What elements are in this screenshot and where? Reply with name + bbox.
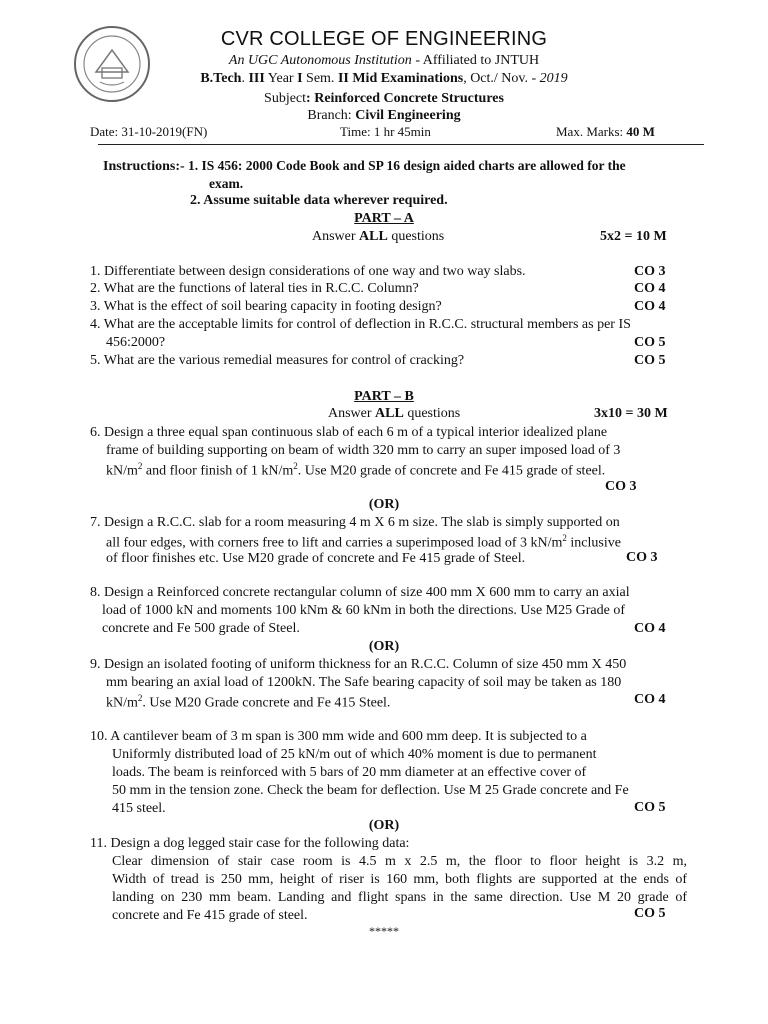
part-a-answer-pre: Answer <box>312 229 360 244</box>
exam-sep: . <box>241 71 249 86</box>
q11-line-4: landing on 230 mm beam. Landing and flight spans in the same direction. Use M 20 grade of <box>112 890 687 905</box>
q6-line-3-rest: . Use M20 grade of concrete and Fe 415 grade of steel. <box>297 463 606 479</box>
q7-line-3: of floor finishes etc. Use M20 grade of concrete and Fe 415 grade of Steel. <box>106 551 526 566</box>
exam-sem: I <box>297 71 303 86</box>
max-marks-value: 40 M <box>626 124 655 139</box>
affiliation-line <box>0 53 768 69</box>
part-a-q4: 4. What are the acceptable limits for control of deflection in R.C.C. structural members as per IS <box>90 317 631 332</box>
q11-line-3: Width of tread is 250 mm, height of riser is 160 mm, both flights are supported at the ends of <box>112 872 687 887</box>
or-separator-2: (OR) <box>368 639 400 654</box>
q10-line-1: 10. A cantilever beam of 3 m span is 300 mm wide and 600 mm deep. It is subjected to a <box>90 729 587 744</box>
q9-line-3 <box>106 693 606 712</box>
end-marker: ***** <box>369 924 399 938</box>
q7-line-2 <box>106 533 686 552</box>
q8-line-2: load of 1000 kN and moments 100 kNm & 60 kNm in both the directions. Use M25 Grade of <box>102 603 625 618</box>
part-a-q2-co: CO 4 <box>634 281 666 296</box>
affiliation-rest: - Affiliated to JNTUH <box>411 53 540 68</box>
max-marks-label: Max. Marks: <box>556 124 627 139</box>
part-a-answer-post: questions <box>387 229 445 244</box>
q9-unit: kN/m <box>106 695 138 711</box>
branch-value: Civil Engineering <box>355 108 461 123</box>
q6-line-3 <box>106 461 686 480</box>
q11-co: CO 5 <box>634 906 666 921</box>
q8-co: CO 4 <box>634 621 666 636</box>
exam-year-number: 2019 <box>539 71 568 86</box>
q11-line-5: concrete and Fe 415 grade of steel. <box>112 908 308 923</box>
q9-line-3-rest: . Use M20 Grade concrete and Fe 415 Steel. <box>142 695 391 711</box>
q6-line-2: frame of building supporting on beam of width 320 mm to carry an super imposed load of 3 <box>106 443 621 458</box>
subject-label: Subject <box>264 91 307 106</box>
exam-degree: B.Tech <box>200 71 242 86</box>
instruction-1-cont: exam. <box>209 176 244 191</box>
part-a-q3: 3. What is the effect of soil bearing capacity in footing design? <box>90 299 442 314</box>
part-b-answer-pre: Answer <box>328 406 376 421</box>
q10-line-4: 50 mm in the tension zone. Check the beam for deflection. Use M 25 Grade concrete and Fe <box>112 783 629 798</box>
part-a-answer-all: ALL <box>359 229 388 244</box>
or-separator-3: (OR) <box>368 818 400 833</box>
q10-line-2: Uniformly distributed load of 25 kN/m out of which 40% moment is due to permanent <box>112 747 597 762</box>
part-a-q4-cont: 456:2000? <box>106 335 166 350</box>
q7-line-1: 7. Design a R.C.C. slab for a room measuring 4 m X 6 m size. The slab is simply supported on <box>90 515 620 530</box>
q8-line-1: 8. Design a Reinforced concrete rectangular column of size 400 mm X 600 mm to carry an axial <box>90 585 630 600</box>
affiliation-italic: An UGC Autonomous Institution <box>228 53 412 68</box>
exam-line <box>0 71 768 87</box>
part-a-q1-co: CO 3 <box>634 264 666 279</box>
q9-line-2: mm bearing an axial load of 1200kN. The Safe bearing capacity of soil may be taken as 180 <box>106 675 622 690</box>
q6-sup-2: 2 <box>293 461 298 471</box>
part-b-instruction <box>328 406 460 422</box>
part-a-q4-co: CO 5 <box>634 335 666 350</box>
q6-line-1: 6. Design a three equal span continuous slab of each 6 m of a typical interior idealized plane <box>90 425 608 440</box>
q6-unit-1: kN/m <box>106 463 138 479</box>
part-a-q5: 5. What are the various remedial measures for control of cracking? <box>90 353 465 368</box>
instructions-label: Instructions:- <box>103 159 185 174</box>
q6-unit-2: and floor finish of 1 kN/m <box>142 463 294 479</box>
subject-line <box>0 91 768 107</box>
q7-line-2-rest: inclusive <box>566 535 621 551</box>
exam-time: Time: 1 hr 45min <box>340 124 431 139</box>
q7-co: CO 3 <box>626 550 658 565</box>
q8-line-3: concrete and Fe 500 grade of Steel. <box>102 621 300 636</box>
part-a-q1: 1. Differentiate between design considerations of one way and two way slabs. <box>90 264 526 279</box>
q6-sup-1: 2 <box>137 461 143 471</box>
instruction-2: 2. Assume suitable data wherever required. <box>190 193 448 208</box>
college-name: CVR COLLEGE OF ENGINEERING <box>220 28 548 50</box>
or-separator-1: (OR) <box>368 497 400 512</box>
part-a-q3-co: CO 4 <box>634 299 666 314</box>
part-b-answer-all: ALL <box>375 406 404 421</box>
exam-year-label: Year <box>264 71 298 86</box>
q9-sup: 2 <box>137 693 143 703</box>
header-divider <box>98 144 704 145</box>
exam-month: , Oct./ Nov. - <box>463 71 540 86</box>
part-a-q2: 2. What are the functions of lateral ties in R.C.C. Column? <box>90 281 419 296</box>
exam-date: Date: 31-10-2019(FN) <box>90 124 208 139</box>
q10-co: CO 5 <box>634 800 666 815</box>
branch-label: Branch: <box>307 108 356 123</box>
exam-year: III <box>248 71 265 86</box>
q7-line-2-text: all four edges, with corners free to lift and carries a superimposed load of 3 kN/m <box>106 535 563 551</box>
part-b-marks: 3x10 = 30 M <box>594 406 668 421</box>
part-a-title: PART – A <box>354 211 414 226</box>
max-marks <box>556 124 655 140</box>
q7-sup: 2 <box>562 533 567 543</box>
instruction-1-text: 1. IS 456: 2000 Code Book and SP 16 design aided charts are allowed for the <box>184 158 626 173</box>
instruction-1 <box>103 158 626 175</box>
exam-name: II Mid Examinations <box>337 71 464 86</box>
part-b-title: PART – B <box>354 389 414 404</box>
q11-line-1: 11. Design a dog legged stair case for the following data: <box>90 836 410 851</box>
q10-line-5: 415 steel. <box>112 801 166 816</box>
part-a-instruction <box>312 229 444 245</box>
q10-line-3: loads. The beam is reinforced with 5 bars of 20 mm diameter at an effective cover of <box>112 765 587 780</box>
part-a-q5-co: CO 5 <box>634 353 666 368</box>
q6-co: CO 3 <box>605 479 637 494</box>
q11-line-2: Clear dimension of stair case room is 4.5 m x 2.5 m, the floor to floor height is 3.2 m, <box>112 854 687 869</box>
exam-sem-label: Sem. <box>302 71 338 86</box>
subject-value: : Reinforced Concrete Structures <box>306 91 504 106</box>
part-b-answer-post: questions <box>403 406 461 421</box>
branch-line <box>0 108 768 124</box>
q9-line-1: 9. Design an isolated footing of uniform thickness for an R.C.C. Column of size 450 mm X 450 <box>90 657 627 672</box>
part-a-marks: 5x2 = 10 M <box>600 229 667 244</box>
q9-co: CO 4 <box>634 692 666 707</box>
